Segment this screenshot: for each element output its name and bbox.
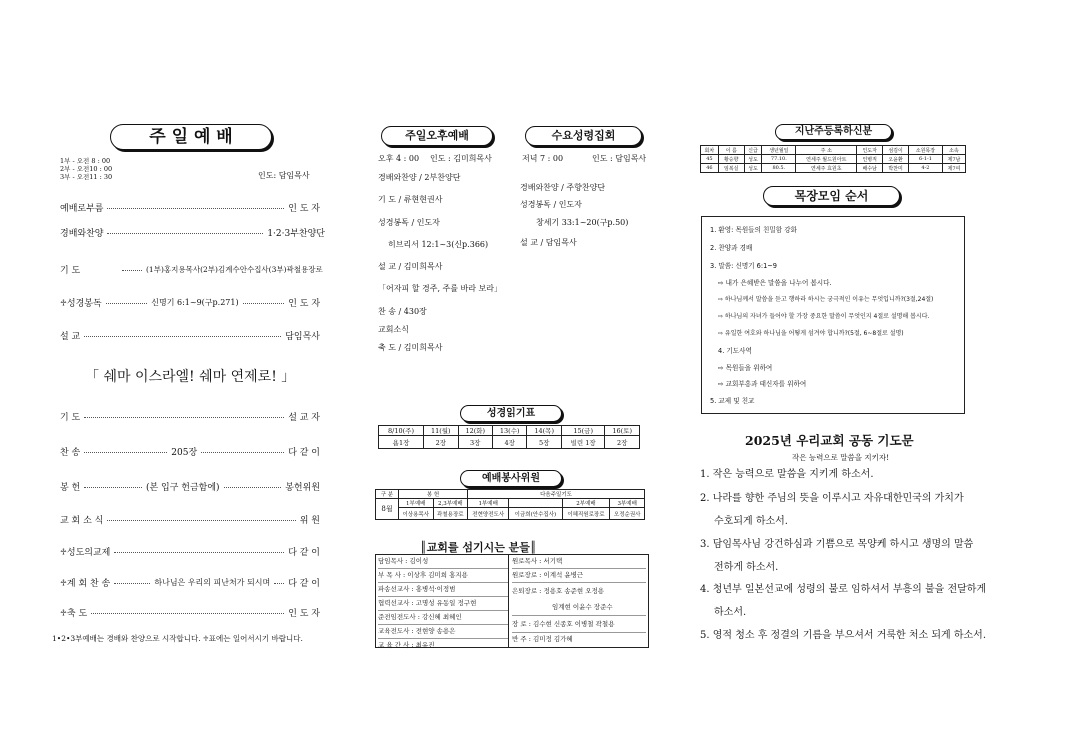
liturgy-label: 기 도	[60, 266, 81, 276]
servant-line: 교 육 간 사 : 최유진	[378, 641, 435, 649]
nc-header: 인도자	[857, 146, 883, 155]
order-line: 경배와찬양 / 주향찬양단	[520, 183, 606, 192]
servant-line: 준전임전도사 : 강신혜 최혜인	[378, 611, 508, 625]
service-leader: 인도: 담임목사	[258, 171, 310, 180]
bible-reading-title: 성경읽기표	[460, 405, 562, 422]
cell-item: ⇨ 목원들을 위하여	[718, 364, 773, 372]
sermon-title: 「 쉐마 이스라엘! 쉐마 연제로! 」	[85, 369, 296, 385]
wednesday-time: 저녁 7 : 00	[522, 154, 564, 163]
newcomers-table	[700, 145, 966, 173]
committee-month: 8월	[376, 499, 399, 520]
nc-header: 생년월일	[762, 146, 796, 155]
servants-left	[378, 555, 509, 647]
liturgy-row	[60, 201, 320, 214]
liturgy-right: 다 같 이	[288, 448, 320, 458]
liturgy-mid: (1부)홍지용목사(2부)김계수안수집사(3부)곽철용장로	[146, 265, 323, 274]
committee-sub: 1부예배	[468, 499, 509, 508]
liturgy-mid: 하나님은 우리의 피난처가 되시며	[154, 578, 271, 587]
liturgy-right: 다 같 이	[288, 548, 320, 558]
reading-date: 13(수)	[492, 426, 526, 436]
liturgy-label: ♱성경봉독	[60, 299, 102, 309]
servant-line: 부 목 사 : 이상후 김미희 홍지용	[378, 569, 508, 583]
committee-cell: 이금희(안수집사)	[509, 508, 562, 520]
nc-cell: 80.5.	[762, 164, 796, 173]
liturgy-label: 찬 송	[60, 448, 81, 458]
nc-cell: 연세주 효원초	[796, 164, 857, 173]
nc-cell: 4-2	[908, 164, 942, 173]
afternoon-service-title: 주일오후예배	[381, 126, 493, 146]
committee-cell: 이상용목사	[399, 508, 434, 520]
servant-line: 은퇴장로 : 정용호 송준현 오정용	[512, 587, 605, 595]
committee-header: 다음주일기도	[468, 490, 645, 499]
servants-title: ║교회를 섬기시는 분들║	[420, 541, 537, 554]
nc-header: 섬김이	[883, 146, 909, 155]
nc-cell: 배수남	[857, 164, 883, 173]
committee-sub: 2,3부예배	[433, 499, 468, 508]
cell-item: 5. 교제 및 친교	[710, 397, 755, 405]
liturgy-label: ♱성도의교제	[60, 548, 111, 558]
servant-line: 파송선교사 : 홍병석·이정범	[378, 583, 508, 597]
reading-chapter: 2장	[605, 436, 640, 449]
nc-header: 주 소	[796, 146, 857, 155]
sunday-service-title: 주 일 예 배	[110, 124, 272, 150]
liturgy-label: 설 교	[60, 332, 81, 342]
service-committee-title: 예배봉사위원	[460, 470, 562, 487]
afternoon-time: 오후 4 : 00	[378, 154, 420, 163]
cell-item: 1. 환영: 목원들의 친밀함 강화	[710, 226, 797, 234]
liturgy-mid: 205장	[171, 448, 198, 458]
cell-item: 3. 말씀: 신명기 6:1~9	[710, 262, 777, 270]
cell-item: ⇨ 교회부흥과 태신자를 위하여	[718, 380, 807, 388]
order-line: 성경봉독 / 인도자	[520, 200, 582, 209]
liturgy-row	[60, 445, 320, 458]
newcomers-title: 지난주등록하신분	[775, 124, 892, 140]
committee-cell: 곽철용장로	[433, 508, 468, 520]
committee-cell: 오정순권사	[610, 508, 645, 520]
servant-line: 반 주 : 김미정 김가혜	[512, 635, 573, 643]
committee-cell: 이혜직원로장로	[562, 508, 610, 520]
servant-line: 협력선교사 : 고명성 유동일 정구현	[378, 597, 508, 611]
nc-cell: 성도	[744, 164, 762, 173]
nc-cell: 인병직	[857, 155, 883, 164]
reading-chapter: 욥1장	[379, 436, 424, 449]
liturgy-right: 인 도 자	[288, 299, 321, 309]
nc-cell: 박찬미	[883, 164, 909, 173]
cell-item: ⇨ 하나님의 자녀가 들어야 할 가장 중요한 말씀이 무엇인지 4절로 설명해 봅시다.	[718, 313, 930, 320]
reading-date: 16(토)	[605, 426, 640, 436]
nc-cell: 황승향	[718, 155, 744, 164]
liturgy-row	[60, 545, 320, 558]
liturgy-label: ♱계 회 찬 송	[60, 579, 111, 589]
nc-cell: 임복실	[718, 164, 744, 173]
liturgy-mid: (본 입구 헌금함에)	[145, 483, 220, 493]
bible-reading-table	[378, 425, 640, 449]
nc-cell: 6-1-1	[908, 155, 942, 164]
liturgy-row	[60, 410, 320, 423]
order-line: 창세기 33:1~20(구p.50)	[536, 218, 629, 227]
servant-line: 장 로 : 김수현 신종호 이병철 곽철용	[512, 616, 646, 633]
liturgy-row	[60, 263, 325, 276]
reading-date: 11(월)	[424, 426, 458, 436]
servant-line: 교육전도사 : 전현양 송용은	[378, 625, 508, 639]
cell-item: 4. 기도사역	[718, 347, 752, 355]
servant-line: 원로목사 : 서기택	[512, 555, 646, 569]
nc-cell: 77.10.	[762, 155, 796, 164]
liturgy-mid: 신명기 6:1~9(구p.271)	[151, 298, 239, 307]
committee-header: 봉 헌	[399, 490, 468, 499]
liturgy-label: 예배로부름	[60, 204, 104, 214]
liturgy-row	[60, 576, 320, 589]
nc-header: 이 름	[718, 146, 744, 155]
liturgy-right: 담임목사	[285, 332, 320, 342]
service-time: 1부 - 오전 8 : 00	[60, 157, 111, 165]
nc-cell: 제7남	[942, 155, 965, 164]
nc-header: 신급	[744, 146, 762, 155]
reading-date: 12(화)	[458, 426, 492, 436]
reading-date: 15(금)	[561, 426, 605, 436]
liturgy-right: 봉헌위원	[285, 483, 321, 493]
liturgy-label: 경배와찬양	[60, 229, 104, 239]
order-line: 설 교 / 담임목사	[520, 238, 577, 247]
liturgy-right: 다 같 이	[288, 579, 320, 589]
liturgy-label: ♱축 도	[60, 609, 88, 619]
cell-item: 2. 찬양과 경배	[710, 244, 753, 252]
service-committee-table	[375, 489, 645, 520]
col1-footer: 1•2•3부예배는 경배와 찬양으로 시작합니다. ♱표에는 일어서시기 바랍니다.	[52, 634, 303, 643]
wednesday-service-title: 수요성령집회	[525, 126, 642, 146]
reading-chapter: 4장	[492, 436, 526, 449]
prayer-title: 2025년 우리교회 공동 기도문	[745, 433, 914, 448]
nc-cell: 오윤환	[883, 155, 909, 164]
liturgy-row	[60, 606, 320, 619]
servant-line: 임계현 이윤수 장준수	[512, 599, 646, 616]
wednesday-leader: 인도 : 담임목사	[592, 154, 647, 163]
reading-chapter: 2장	[424, 436, 458, 449]
liturgy-label: 교 회 소 식	[60, 516, 104, 526]
liturgy-row	[60, 480, 320, 493]
committee-sub: 1부예배	[399, 499, 434, 508]
liturgy-label: 기 도	[60, 413, 81, 423]
committee-sub: 2부예배	[562, 499, 610, 508]
liturgy-right: 위 원	[299, 516, 320, 526]
committee-cell: 전현양전도사	[468, 508, 509, 520]
service-times	[60, 157, 112, 181]
cell-meeting-title: 목장모임 순서	[763, 186, 900, 206]
cell-item: ⇨ 유일한 여호와 하나님을 어떻게 섬겨야 합니까?(5절, 6~8절로 설명)	[718, 330, 904, 337]
servants-box	[375, 554, 649, 648]
nc-cell: 45	[701, 155, 719, 164]
nc-cell: 제7여	[942, 164, 965, 173]
liturgy-row	[60, 329, 320, 342]
committee-header: 구 분	[376, 490, 399, 499]
prayer-subtitle: 작은 능력으로 말씀을 지키자!	[792, 453, 890, 462]
liturgy-row	[60, 226, 325, 239]
nc-cell: 성도	[744, 155, 762, 164]
nc-cell: 46	[701, 164, 719, 173]
reading-date: 8/10(주)	[379, 426, 424, 436]
reading-chapter: 3장	[458, 436, 492, 449]
service-time: 2부 - 오전10 : 00	[60, 165, 113, 173]
liturgy-right: 1·2·3부찬양단	[267, 229, 325, 239]
committee-sub: 3부예배	[610, 499, 645, 508]
afternoon-leader: 인도 : 김미희목사	[430, 154, 492, 163]
cell-item: ⇨ 내가 은혜받은 말씀을 나누어 봅시다.	[718, 279, 832, 287]
committee-sub	[509, 499, 562, 508]
reading-date: 14(목)	[527, 426, 561, 436]
cell-meeting-box	[701, 216, 965, 414]
liturgy-right: 설 교 자	[288, 413, 320, 423]
liturgy-label: 봉 헌	[60, 483, 81, 493]
reading-chapter: 5장	[527, 436, 561, 449]
liturgy-row	[60, 513, 320, 526]
servants-right	[512, 555, 646, 646]
nc-header: 회차	[701, 146, 719, 155]
servant-line: 원로장로 : 이계석 윤병근	[512, 569, 646, 583]
cell-item: ⇨ 하나님께서 말씀을 듣고 행하라 하시는 궁극적인 이유는 무엇입니까?(3절,24절)	[718, 296, 934, 303]
nc-cell: 연세주 월드원아트	[796, 155, 857, 164]
liturgy-right: 인 도 자	[288, 204, 320, 214]
reading-chapter: 빌린 1장	[561, 436, 605, 449]
nc-header: 소속	[942, 146, 965, 155]
nc-header: 소원목장	[908, 146, 942, 155]
liturgy-right: 인 도 자	[288, 609, 320, 619]
liturgy-row	[60, 296, 320, 309]
service-time: 3부 - 오전11 : 30	[60, 173, 113, 181]
servant-line: 담임목사 : 김이성	[378, 555, 508, 569]
